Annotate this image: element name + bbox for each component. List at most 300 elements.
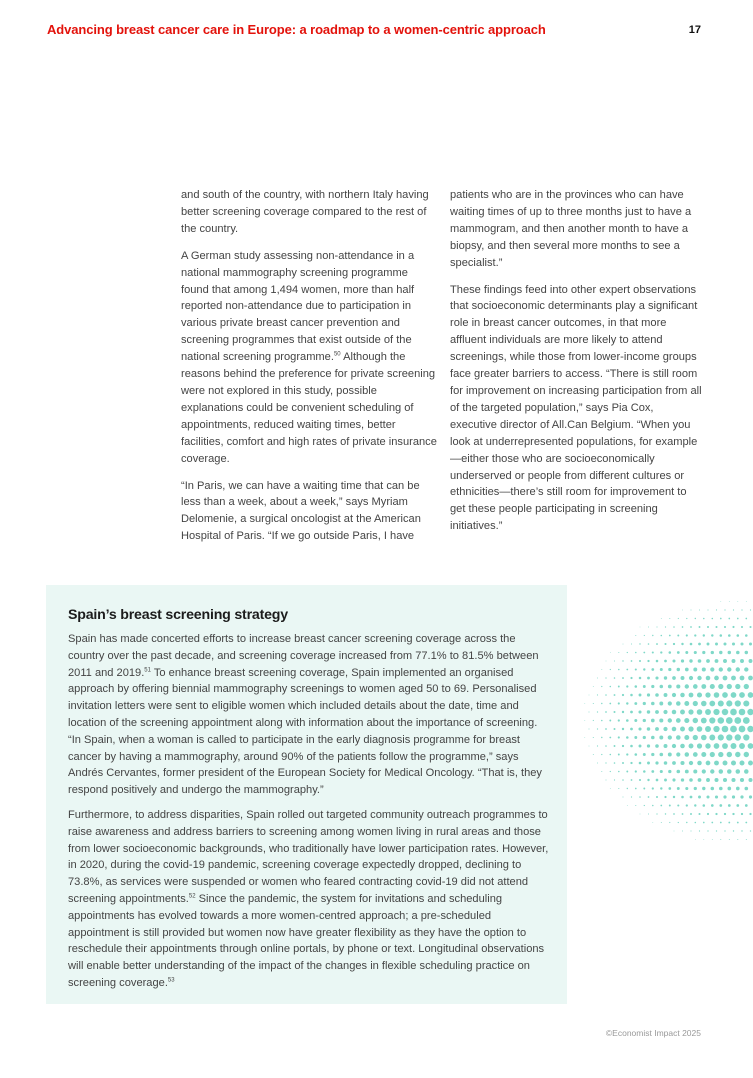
pattern-dot xyxy=(734,717,741,724)
pattern-dot xyxy=(664,744,668,748)
pattern-dot xyxy=(682,831,683,832)
pattern-dot xyxy=(707,609,708,610)
pattern-dot xyxy=(689,744,694,749)
pattern-dot xyxy=(732,626,734,628)
pattern-dot xyxy=(690,813,692,815)
pattern-dot xyxy=(626,753,628,755)
pattern-dot xyxy=(593,686,594,687)
pattern-dot xyxy=(715,643,718,646)
pattern-dot xyxy=(605,694,607,696)
pattern-dot xyxy=(622,762,624,764)
pattern-dot xyxy=(749,626,751,628)
pattern-dot xyxy=(728,618,730,620)
pattern-dot xyxy=(593,703,594,704)
pattern-dot xyxy=(722,743,728,749)
pattern-dot xyxy=(638,710,641,713)
pattern-dot xyxy=(724,626,726,628)
pattern-dot xyxy=(593,720,594,721)
pattern-dot xyxy=(681,796,684,799)
pattern-dot xyxy=(631,796,632,797)
pattern-dot xyxy=(634,702,637,705)
pattern-dot xyxy=(618,754,620,756)
pattern-dot xyxy=(745,634,748,637)
pattern-dot xyxy=(693,668,697,672)
pattern-dot xyxy=(656,813,657,814)
pattern-dot xyxy=(684,701,689,706)
pattern-dot xyxy=(605,711,607,713)
pattern-dot xyxy=(729,839,730,840)
pattern-dot xyxy=(614,779,615,780)
pattern-dot xyxy=(648,643,650,645)
pattern-dot xyxy=(680,744,685,749)
pattern-dot xyxy=(605,762,606,763)
pattern-dot xyxy=(740,676,745,681)
pattern-dot xyxy=(634,753,637,756)
pattern-dot xyxy=(630,745,633,748)
pattern-dot xyxy=(634,736,637,739)
pattern-dot xyxy=(669,651,672,654)
pattern-dot xyxy=(610,652,611,653)
pattern-dot xyxy=(677,804,679,806)
pattern-dot xyxy=(688,709,693,714)
pattern-dot xyxy=(732,659,736,663)
pattern-dot xyxy=(727,667,731,671)
pattern-dot xyxy=(715,778,719,782)
pattern-dot xyxy=(610,669,611,670)
pattern-dot xyxy=(746,839,747,840)
pattern-dot xyxy=(643,652,645,654)
pattern-dot xyxy=(630,711,633,714)
pattern-dot xyxy=(601,754,602,755)
pattern-dot xyxy=(697,726,703,732)
pattern-dot xyxy=(684,718,689,723)
pattern-dot xyxy=(655,693,659,697)
pattern-dot xyxy=(677,770,681,774)
pattern-dot xyxy=(703,839,704,840)
pattern-dot xyxy=(737,822,739,824)
pattern-dot xyxy=(656,643,658,645)
pattern-dot xyxy=(748,778,752,782)
pattern-dot xyxy=(584,703,585,704)
pattern-dot xyxy=(639,762,642,765)
pattern-dot xyxy=(681,643,683,645)
pattern-dot xyxy=(651,770,654,773)
pattern-dot xyxy=(744,752,749,757)
pattern-dot xyxy=(741,813,743,815)
pattern-dot xyxy=(737,618,739,620)
pattern-dot xyxy=(685,684,689,688)
pattern-dot xyxy=(643,736,646,739)
pattern-dot xyxy=(682,610,683,611)
pattern-dot xyxy=(701,752,706,757)
pattern-dot xyxy=(618,702,620,704)
pattern-dot xyxy=(613,728,615,730)
pattern-dot xyxy=(724,830,725,831)
pattern-dot xyxy=(626,771,628,773)
pattern-dot xyxy=(618,719,620,721)
pattern-dot xyxy=(597,694,598,695)
pattern-dot xyxy=(694,634,696,636)
pattern-dot xyxy=(660,685,664,689)
pattern-dot xyxy=(723,676,728,681)
pattern-dot xyxy=(682,813,684,815)
pattern-dot xyxy=(685,787,688,790)
pattern-dot xyxy=(735,752,740,757)
pattern-dot xyxy=(589,712,590,713)
pattern-dot xyxy=(693,752,698,757)
pattern-dot xyxy=(685,651,688,654)
pattern-dot xyxy=(723,761,728,766)
pattern-dot xyxy=(635,805,636,806)
pattern-dot xyxy=(739,743,745,749)
pattern-dot xyxy=(673,626,675,628)
pattern-dot xyxy=(686,618,687,619)
pattern-dot xyxy=(690,796,693,799)
pattern-dot xyxy=(609,720,611,722)
pattern-dot xyxy=(676,701,681,706)
paragraph: and south of the country, with northern Italy having better screening coverage compared to the rest of the country. xyxy=(181,189,429,235)
pattern-dot xyxy=(635,668,637,670)
pattern-dot xyxy=(698,778,702,782)
pattern-dot xyxy=(664,779,667,782)
pattern-dot xyxy=(737,634,740,637)
pattern-dot xyxy=(614,660,615,661)
pattern-dot xyxy=(720,634,723,637)
pattern-dot xyxy=(737,839,738,840)
pattern-dot xyxy=(686,822,687,823)
pattern-dot xyxy=(726,700,732,706)
pattern-dot xyxy=(748,692,753,698)
pattern-dot xyxy=(648,796,650,798)
pattern-dot xyxy=(631,660,633,662)
pattern-dot xyxy=(745,822,747,824)
pattern-dot xyxy=(601,686,602,687)
pattern-dot xyxy=(702,769,706,773)
pattern-dot xyxy=(618,686,620,688)
pattern-dot xyxy=(627,788,628,789)
pattern-dot xyxy=(639,660,641,662)
pattern-dot xyxy=(669,805,671,807)
pattern-dot xyxy=(693,735,698,740)
footnote-ref: 52 xyxy=(188,893,196,900)
pattern-dot xyxy=(727,769,732,774)
pattern-dot xyxy=(740,642,743,645)
pattern-dot xyxy=(639,694,642,697)
pattern-dot xyxy=(639,779,641,781)
pattern-dot xyxy=(688,726,693,731)
pattern-dot xyxy=(714,743,720,749)
pattern-dot xyxy=(618,736,620,738)
pattern-dot xyxy=(661,822,662,823)
pattern-dot xyxy=(736,804,739,807)
pattern-dot xyxy=(643,719,646,722)
pattern-dot xyxy=(597,745,598,746)
pattern-dot xyxy=(737,601,738,602)
pattern-dot xyxy=(668,787,671,790)
paragraph-text: Spain has made concerted efforts to increase breast cancer screening coverage across the country over the past decade, and screening coverage increased from 77.1% to 81.5% between 2011 and 2019. xyxy=(68,633,539,679)
pattern-dot xyxy=(644,635,645,636)
pattern-dot xyxy=(728,804,731,807)
pattern-dot xyxy=(627,652,628,653)
pattern-dot xyxy=(643,770,646,773)
pattern-dot xyxy=(630,677,632,679)
pattern-dot xyxy=(686,804,688,806)
pattern-dot xyxy=(695,618,696,619)
pattern-dot xyxy=(718,752,723,757)
pattern-dot xyxy=(698,813,700,815)
pattern-dot xyxy=(635,635,636,636)
pattern-dot xyxy=(643,753,646,756)
pattern-dot xyxy=(722,709,729,716)
pattern-dot xyxy=(726,717,733,724)
pattern-dot xyxy=(652,635,653,636)
pattern-dot xyxy=(677,668,680,671)
pattern-dot xyxy=(672,693,676,697)
pattern-dot xyxy=(610,754,612,756)
pattern-dot xyxy=(651,702,655,706)
pattern-dot xyxy=(681,778,684,781)
paragraph: These findings feed into other expert observations that socioeconomic determinants play a significant role in breast cancer outcomes, in that more affluent individuals are more likely to attend screenings, while those from lower-income groups face greater barriers to access. “There is still room for improvement on increasing participation from all of the targeted population,” says Pia Cox, executive director of All.Can Belgium. “When you look at underrepresented populations, for example—either those who are socioeconomically underserved or people from different cultures or ethnicities—there’s still room for improvement to get these people participating in screening initiatives.” xyxy=(450,283,702,533)
pattern-dot xyxy=(744,667,748,671)
pattern-dot xyxy=(652,805,654,807)
pattern-dot xyxy=(723,642,726,645)
pattern-dot xyxy=(677,635,679,637)
pattern-dot xyxy=(639,745,642,748)
footnote-ref: 51 xyxy=(144,666,151,673)
pattern-dot xyxy=(711,651,714,654)
pattern-dot xyxy=(674,831,675,832)
paragraph: “In Paris, we can have a waiting time that can be less than a week, about a week,” says Myriam Delomenie, a surgical oncologist at the American Hospital of Paris. “If we go outside Paris, I have xyxy=(181,479,421,543)
pattern-dot xyxy=(712,618,714,620)
pattern-dot xyxy=(610,788,611,789)
pattern-dot xyxy=(656,796,658,798)
pattern-dot xyxy=(626,669,628,671)
pattern-dot xyxy=(601,771,602,772)
pattern-dot xyxy=(741,830,742,831)
pattern-dot xyxy=(707,626,709,628)
pattern-dot xyxy=(723,659,727,663)
pattern-dot xyxy=(665,813,666,814)
pattern-dot xyxy=(732,813,734,815)
pattern-dot xyxy=(613,711,615,713)
pattern-dot xyxy=(623,797,624,798)
pattern-dot xyxy=(715,813,717,815)
pattern-dot xyxy=(651,685,654,688)
pattern-dot xyxy=(705,692,710,697)
pattern-dot xyxy=(694,804,696,806)
pattern-dot xyxy=(660,753,664,757)
pattern-dot xyxy=(747,726,753,732)
pattern-dot xyxy=(684,735,689,740)
pattern-dot xyxy=(699,626,701,628)
pattern-dot xyxy=(714,692,720,698)
pattern-dot xyxy=(652,651,654,653)
pattern-dot xyxy=(659,718,663,722)
pattern-dot xyxy=(689,659,692,662)
pattern-dot xyxy=(715,795,718,798)
pattern-dot xyxy=(735,734,741,740)
pattern-dot xyxy=(746,601,747,602)
pattern-dot xyxy=(709,735,715,741)
pattern-dot xyxy=(668,718,672,722)
pattern-dot xyxy=(718,700,724,706)
pattern-dot xyxy=(656,626,657,627)
pattern-dot xyxy=(672,676,676,680)
pattern-dot xyxy=(685,668,689,672)
pattern-dot xyxy=(660,668,663,671)
pattern-dot xyxy=(610,771,611,772)
pattern-dot xyxy=(711,787,715,791)
pattern-dot xyxy=(672,744,676,748)
pattern-dot xyxy=(747,709,753,715)
pattern-dot xyxy=(693,718,698,723)
pattern-dot xyxy=(673,796,675,798)
pattern-dot xyxy=(640,627,641,628)
pattern-dot xyxy=(735,684,740,689)
footer-copyright: ©Economist Impact 2025 xyxy=(605,1028,701,1038)
pattern-dot xyxy=(728,651,731,654)
pattern-dot xyxy=(719,787,723,791)
pattern-dot xyxy=(614,745,616,747)
pattern-dot xyxy=(748,743,753,749)
pattern-dot xyxy=(672,710,677,715)
pattern-dot xyxy=(589,695,590,696)
pattern-dot xyxy=(623,644,624,645)
pattern-dot xyxy=(601,737,602,738)
pattern-dot xyxy=(689,778,693,782)
pattern-dot xyxy=(664,643,666,645)
pattern-dot xyxy=(736,667,740,671)
paragraph xyxy=(181,248,437,468)
pattern-dot xyxy=(618,652,619,653)
pattern-dot xyxy=(715,659,719,663)
pattern-dot xyxy=(745,651,748,654)
pattern-dot xyxy=(660,787,662,789)
pattern-dot xyxy=(719,804,722,807)
pattern-dot xyxy=(673,643,675,645)
pattern-dot xyxy=(655,727,659,731)
pattern-dot xyxy=(705,743,710,748)
pattern-dot xyxy=(727,684,732,689)
pattern-dot xyxy=(686,634,688,636)
pattern-dot xyxy=(697,676,701,680)
pattern-dot xyxy=(694,651,697,654)
pattern-dot xyxy=(651,719,655,723)
pattern-dot xyxy=(723,778,727,782)
pattern-dot xyxy=(732,642,735,645)
pattern-dot xyxy=(712,839,713,840)
pattern-dot xyxy=(601,669,602,670)
pattern-dot xyxy=(647,727,650,730)
pattern-dot xyxy=(703,822,705,824)
pattern-dot xyxy=(706,659,710,663)
paragraph-text: Although the reasons behind the preference for private screening were not explored in this study, possible explanations could be convenient scheduling of appointments, reduced waiting times, better facilities, comfort and high rates of private insurance coverage. xyxy=(181,351,437,465)
pattern-dot xyxy=(614,694,616,696)
pattern-dot xyxy=(703,804,706,807)
paragraph-text: A German study assessing non-attendance in a national mammography screening programme found that among 1,494 women, more than half reported non-attendance due to participation in various private breast cancer prevention and screening programmes that exist outside of the national screening programme. xyxy=(181,249,415,364)
pattern-dot xyxy=(668,701,672,705)
pattern-dot xyxy=(731,760,736,765)
pattern-dot xyxy=(648,627,649,628)
pattern-dot xyxy=(597,711,598,712)
pattern-dot xyxy=(727,787,731,791)
pattern-dot xyxy=(643,788,645,790)
pattern-dot xyxy=(664,660,667,663)
pattern-dot xyxy=(622,745,624,747)
pattern-dot xyxy=(713,726,719,732)
pattern-dot xyxy=(710,752,715,757)
pattern-dot xyxy=(698,659,702,663)
pattern-dot xyxy=(622,728,624,730)
pattern-dot xyxy=(656,660,659,663)
pattern-dot xyxy=(744,684,749,689)
pattern-dot xyxy=(630,694,633,697)
pattern-dot xyxy=(622,677,624,679)
pattern-dot xyxy=(643,685,646,688)
pattern-dot xyxy=(627,805,628,806)
pattern-dot xyxy=(691,610,692,611)
page-number: 17 xyxy=(688,24,701,36)
pattern-dot xyxy=(676,684,680,688)
pattern-dot xyxy=(651,753,654,756)
pattern-dot xyxy=(678,822,679,823)
pattern-dot xyxy=(740,761,745,766)
box-title: Spain’s breast screening strategy xyxy=(68,607,288,623)
pattern-dot xyxy=(750,830,751,831)
pattern-dot xyxy=(744,787,748,791)
pattern-dot xyxy=(697,709,703,715)
pattern-dot xyxy=(681,659,684,662)
pattern-dot xyxy=(589,746,590,747)
pattern-dot xyxy=(720,601,721,602)
pattern-dot xyxy=(655,676,658,679)
pattern-dot xyxy=(676,735,681,740)
pattern-dot xyxy=(660,770,663,773)
pattern-dot xyxy=(694,787,697,790)
pattern-dot xyxy=(618,788,619,789)
pattern-dot xyxy=(706,795,709,798)
pattern-dot xyxy=(744,769,749,774)
pattern-dot xyxy=(719,651,722,654)
pattern-dot xyxy=(638,727,641,730)
pattern-dot xyxy=(733,609,734,610)
pattern-dot xyxy=(702,787,705,790)
pattern-dot xyxy=(740,795,743,798)
pattern-dot xyxy=(719,769,723,773)
pattern-dot xyxy=(664,796,666,798)
pattern-dot xyxy=(605,677,606,678)
pattern-dot xyxy=(635,685,638,688)
box-paragraph xyxy=(68,807,549,992)
pattern-dot xyxy=(698,796,701,799)
pattern-dot xyxy=(739,709,746,716)
pattern-dot xyxy=(711,804,714,807)
pattern-dot xyxy=(634,719,637,722)
pattern-dot xyxy=(749,813,751,815)
pattern-dot xyxy=(639,796,641,798)
pattern-dot xyxy=(682,626,684,628)
pattern-dot xyxy=(640,814,641,815)
pattern-dot xyxy=(719,667,723,671)
pattern-dot xyxy=(702,651,705,654)
pattern-dot xyxy=(648,813,649,814)
pattern-dot xyxy=(609,737,611,739)
pattern-dot xyxy=(647,744,650,747)
pattern-dot xyxy=(720,822,722,824)
pattern-dot xyxy=(736,787,740,791)
pattern-dot xyxy=(664,676,667,679)
pattern-dot xyxy=(626,685,628,687)
